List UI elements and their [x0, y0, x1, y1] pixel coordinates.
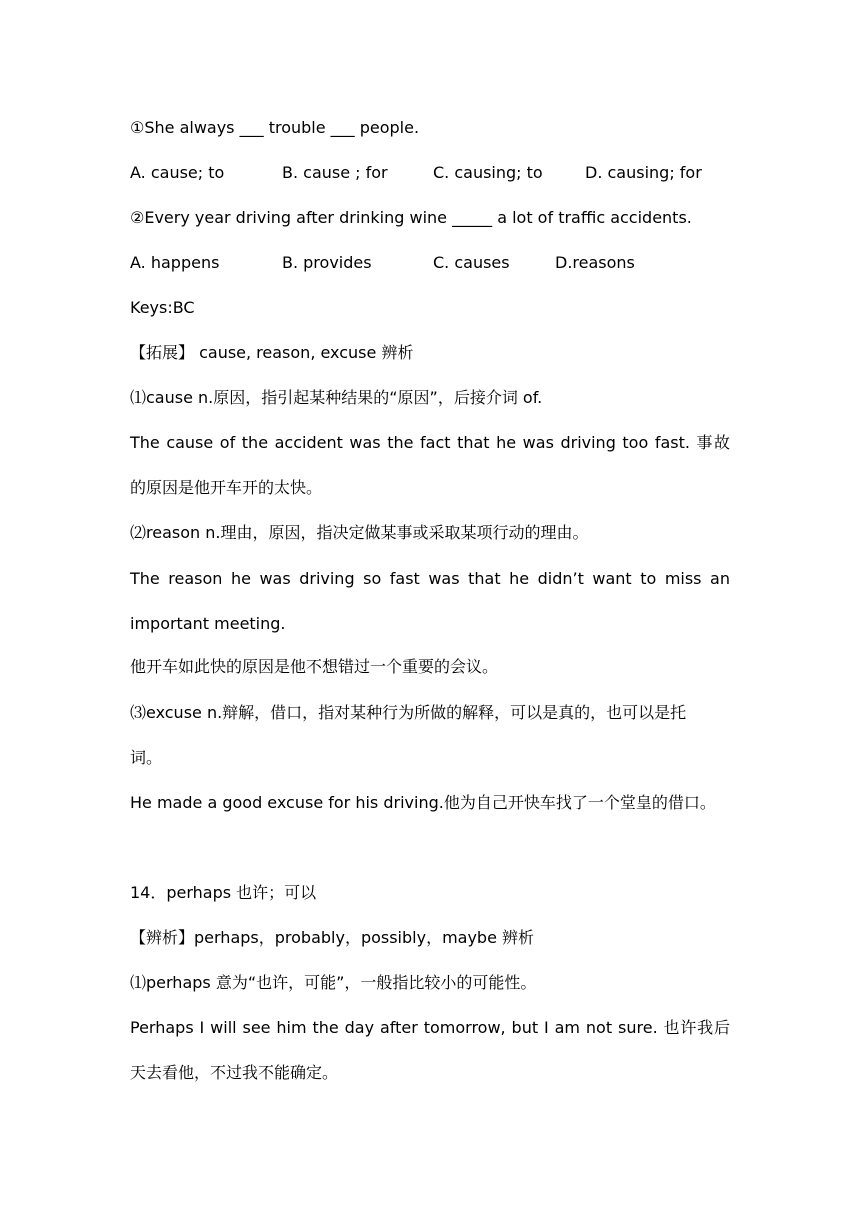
- q1-option-a: A. cause; to: [130, 163, 225, 182]
- perhaps-example-line-1: Perhaps I will see him the day after tomorrow, but I am not sure. 也许我后: [130, 1018, 730, 1037]
- cause-example-line-1: The cause of the accident was the fact that he was driving too fast. 事故: [130, 433, 730, 452]
- question-2-options: [130, 252, 730, 274]
- q1-option-d: D. causing; for: [585, 163, 702, 182]
- q2-option-d: D.reasons: [555, 253, 635, 272]
- q2-option-c: C. causes: [433, 253, 510, 272]
- excuse-definition-line-1: ⑶excuse n.辩解，借口，指对某种行为所做的解释，可以是真的，也可以是托: [130, 703, 687, 722]
- extension-heading: 【拓展】 cause, reason, excuse 辨析: [130, 343, 414, 362]
- question-2-stem: ②Every year driving after drinking wine _____ a lot of traffic accidents.: [130, 208, 692, 227]
- reason-example-line-2: important meeting.: [130, 614, 286, 633]
- reason-translation: 他开车如此快的原因是他不想错过一个重要的会议。: [130, 657, 499, 676]
- excuse-definition-line-2: 词。: [130, 748, 163, 767]
- cause-definition: ⑴cause n.原因，指引起某种结果的“原因”，后接介词 of.: [130, 388, 543, 407]
- reason-example-line-1: The reason he was driving so fast was that he didn’t want to miss an: [130, 569, 730, 588]
- perhaps-definition: ⑴perhaps 意为“也许，可能”，一般指比较小的可能性。: [130, 973, 537, 992]
- question-1-stem: ①She always ___ trouble ___ people.: [130, 118, 420, 137]
- q1-option-b: B. cause ; for: [282, 163, 388, 182]
- item-14-analysis-heading: 【辨析】perhaps，probably，possibly，maybe 辨析: [130, 928, 535, 947]
- answer-keys: Keys:BC: [130, 298, 195, 317]
- cause-example-line-2: 的原因是他开车开的太快。: [130, 478, 323, 497]
- question-1-options: [130, 162, 730, 184]
- q1-option-c: C. causing; to: [433, 163, 543, 182]
- q2-option-b: B. provides: [282, 253, 372, 272]
- reason-definition: ⑵reason n.理由，原因，指决定做某事或采取某项行动的理由。: [130, 523, 589, 542]
- item-14-heading: 14．perhaps 也许；可以: [130, 883, 317, 902]
- excuse-example: He made a good excuse for his driving.他为自己开快车找了一个堂皇的借口。: [130, 793, 716, 812]
- perhaps-example-line-2: 天去看他，不过我不能确定。: [130, 1063, 339, 1082]
- q2-option-a: A. happens: [130, 253, 220, 272]
